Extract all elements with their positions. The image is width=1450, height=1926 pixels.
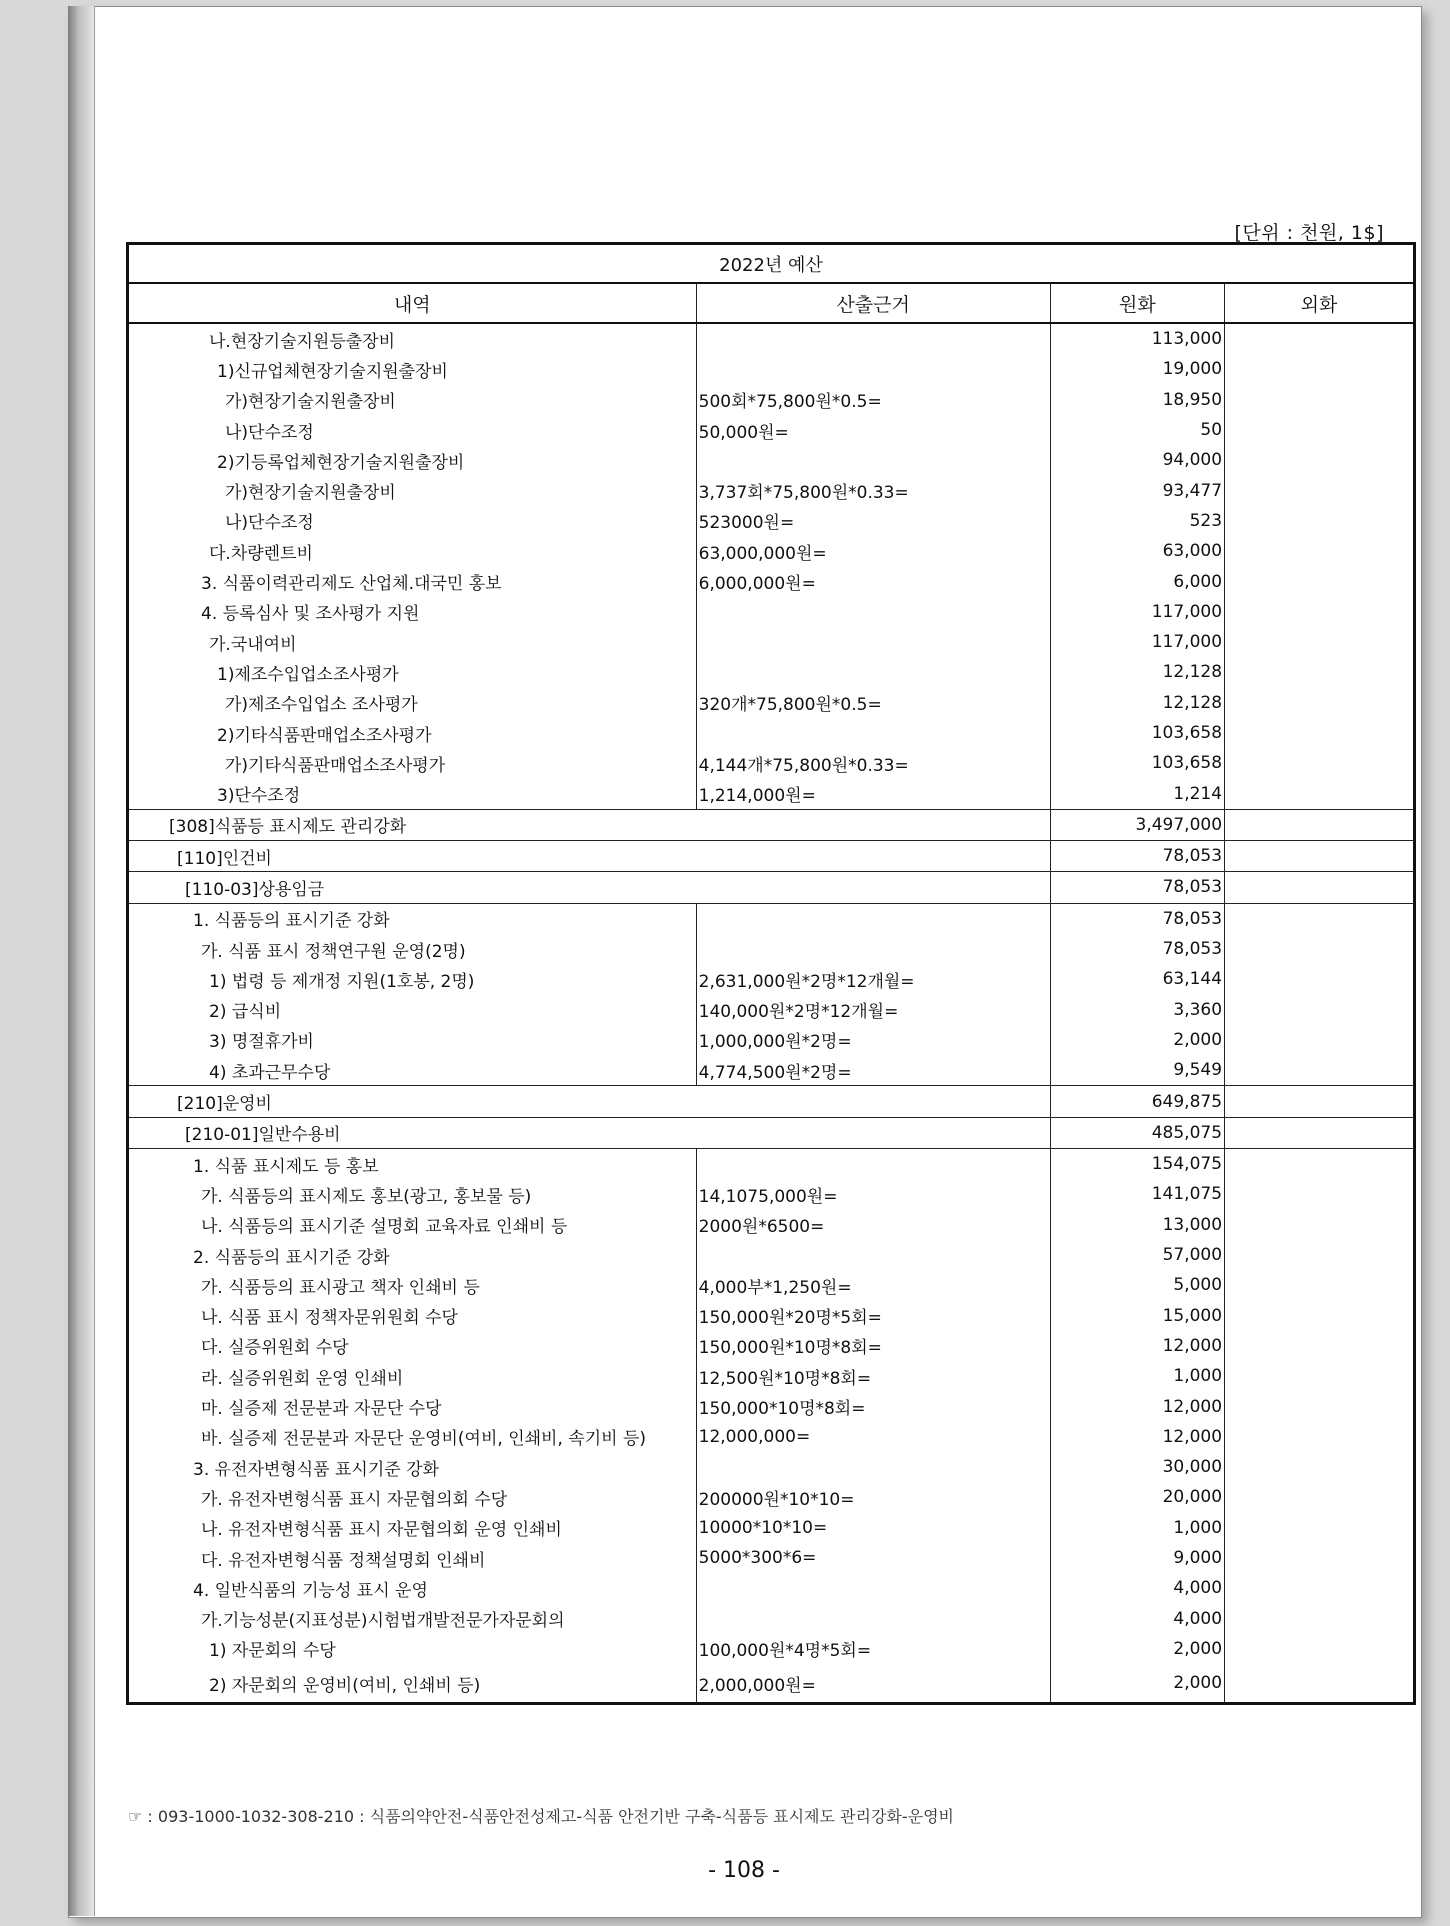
row-foreign-amount <box>1225 1179 1415 1209</box>
row-basis <box>696 354 1050 384</box>
row-krw-amount: 63,144 <box>1050 964 1224 994</box>
row-krw-amount: 117,000 <box>1050 597 1224 627</box>
row-foreign-amount <box>1225 718 1415 748</box>
row-basis: 3,737회*75,800원*0.33= <box>696 475 1050 505</box>
row-krw-amount: 9,549 <box>1050 1055 1224 1086</box>
row-krw-amount: 1,214 <box>1050 778 1224 809</box>
row-basis <box>696 1240 1050 1270</box>
table-row <box>128 536 1415 566</box>
row-description: 1. 식품 표시제도 등 홍보 <box>128 1149 697 1180</box>
row-krw-amount: 12,128 <box>1050 688 1224 718</box>
table-row <box>128 1210 1415 1240</box>
table-row <box>128 1482 1415 1512</box>
row-basis: 100,000원*4명*5회= <box>696 1634 1050 1664</box>
row-basis: 63,000,000원= <box>696 536 1050 566</box>
row-foreign-amount <box>1225 1270 1415 1300</box>
row-foreign-amount <box>1225 627 1415 657</box>
row-foreign-amount <box>1225 778 1415 809</box>
row-description: 가)현장기술지원출장비 <box>128 475 697 505</box>
row-basis: 140,000원*2명*12개월= <box>696 995 1050 1025</box>
row-foreign-amount <box>1225 1573 1415 1603</box>
row-foreign-amount <box>1225 597 1415 627</box>
row-description: 라. 실증위원회 운영 인쇄비 <box>128 1361 697 1391</box>
table-row <box>128 627 1415 657</box>
row-foreign-amount <box>1225 1513 1415 1543</box>
row-foreign-amount <box>1225 1664 1415 1704</box>
row-krw-amount: 12,000 <box>1050 1391 1224 1421</box>
row-krw-amount: 13,000 <box>1050 1210 1224 1240</box>
table-row <box>128 597 1415 627</box>
row-krw-amount: 4,000 <box>1050 1603 1224 1633</box>
row-krw-amount: 649,875 <box>1050 1086 1224 1117</box>
table-row <box>128 995 1415 1025</box>
table-row <box>128 415 1415 445</box>
row-basis <box>696 1149 1050 1180</box>
table-row <box>128 323 1415 354</box>
row-krw-amount: 5,000 <box>1050 1270 1224 1300</box>
row-description: 1)신규업체현장기술지원출장비 <box>128 354 697 384</box>
row-basis: 4,144개*75,800원*0.33= <box>696 748 1050 778</box>
row-basis: 6,000,000원= <box>696 566 1050 596</box>
row-basis: 2000원*6500= <box>696 1210 1050 1240</box>
row-foreign-amount <box>1225 688 1415 718</box>
row-description: 다. 유전자변형식품 정책설명회 인쇄비 <box>128 1543 697 1573</box>
row-basis: 10000*10*10= <box>696 1513 1050 1543</box>
row-foreign-amount <box>1225 506 1415 536</box>
row-description: 가. 식품 표시 정책연구원 운영(2명) <box>128 934 697 964</box>
row-description: [308]식품등 표시제도 관리강화 <box>128 809 1051 840</box>
row-basis <box>696 934 1050 964</box>
row-foreign-amount <box>1225 872 1415 903</box>
table-row <box>128 657 1415 687</box>
row-description: 1) 자문회의 수당 <box>128 1634 697 1664</box>
row-foreign-amount <box>1225 809 1415 840</box>
row-description: 1)제조수입업소조사평가 <box>128 657 697 687</box>
header-krw: 원화 <box>1050 283 1224 323</box>
table-row <box>128 872 1415 903</box>
unit-label: [단위 : 천원, 1$] <box>1234 222 1384 244</box>
row-basis: 14,1075,000원= <box>696 1179 1050 1209</box>
row-foreign-amount <box>1225 841 1415 872</box>
row-description: 가. 유전자변형식품 표시 자문협의회 수당 <box>128 1482 697 1512</box>
row-foreign-amount <box>1225 748 1415 778</box>
table-row <box>128 1331 1415 1361</box>
row-krw-amount: 12,000 <box>1050 1422 1224 1452</box>
row-basis: 523000원= <box>696 506 1050 536</box>
row-foreign-amount <box>1225 1361 1415 1391</box>
row-foreign-amount <box>1225 1025 1415 1055</box>
table-row <box>128 1573 1415 1603</box>
row-foreign-amount <box>1225 1634 1415 1664</box>
row-krw-amount: 2,000 <box>1050 1634 1224 1664</box>
budget-table <box>126 242 1416 1705</box>
row-foreign-amount <box>1225 1391 1415 1421</box>
row-basis: 150,000원*20명*5회= <box>696 1301 1050 1331</box>
row-basis: 4,774,500원*2명= <box>696 1055 1050 1086</box>
row-description: 다.차량렌트비 <box>128 536 697 566</box>
row-foreign-amount <box>1225 1482 1415 1512</box>
row-krw-amount: 154,075 <box>1050 1149 1224 1180</box>
table-row <box>128 1513 1415 1543</box>
row-foreign-amount <box>1225 1210 1415 1240</box>
row-description: 가)제조수입업소 조사평가 <box>128 688 697 718</box>
row-basis: 1,000,000원*2명= <box>696 1025 1050 1055</box>
row-krw-amount: 12,128 <box>1050 657 1224 687</box>
row-krw-amount: 50 <box>1050 415 1224 445</box>
row-foreign-amount <box>1225 1422 1415 1452</box>
row-foreign-amount <box>1225 964 1415 994</box>
row-description: 1. 식품등의 표시기준 강화 <box>128 903 697 934</box>
row-description: 2) 급식비 <box>128 995 697 1025</box>
row-krw-amount: 94,000 <box>1050 445 1224 475</box>
row-foreign-amount <box>1225 1240 1415 1270</box>
row-krw-amount: 2,000 <box>1050 1664 1224 1704</box>
row-description: 가.기능성분(지표성분)시험법개발전문가자문회의 <box>128 1603 697 1633</box>
table-row <box>128 964 1415 994</box>
table-row <box>128 778 1415 809</box>
row-description: 바. 실증제 전문분과 자문단 운영비(여비, 인쇄비, 속기비 등) <box>128 1422 697 1452</box>
row-description: 나. 식품 표시 정책자문위원회 수당 <box>128 1301 697 1331</box>
table-row <box>128 934 1415 964</box>
table-title: 2022년 예산 <box>128 244 1415 284</box>
row-description: 나. 유전자변형식품 표시 자문협의회 운영 인쇄비 <box>128 1513 697 1543</box>
row-description: 가. 식품등의 표시제도 홍보(광고, 홍보물 등) <box>128 1179 697 1209</box>
row-krw-amount: 141,075 <box>1050 1179 1224 1209</box>
row-description: 나)단수조정 <box>128 415 697 445</box>
row-foreign-amount <box>1225 1301 1415 1331</box>
header-basis: 산출근거 <box>696 283 1050 323</box>
row-description: [110-03]상용임금 <box>128 872 1051 903</box>
row-foreign-amount <box>1225 354 1415 384</box>
row-foreign-amount <box>1225 1055 1415 1086</box>
table-row <box>128 903 1415 934</box>
row-basis <box>696 1452 1050 1482</box>
row-krw-amount: 103,658 <box>1050 748 1224 778</box>
row-basis: 50,000원= <box>696 415 1050 445</box>
table-row <box>128 1361 1415 1391</box>
row-krw-amount: 78,053 <box>1050 872 1224 903</box>
page-number: - 108 - <box>708 1858 780 1883</box>
row-description: 나. 식품등의 표시기준 설명회 교육자료 인쇄비 등 <box>128 1210 697 1240</box>
row-foreign-amount <box>1225 1086 1415 1117</box>
row-description: 마. 실증제 전문분과 자문단 수당 <box>128 1391 697 1421</box>
row-krw-amount: 78,053 <box>1050 841 1224 872</box>
table-row <box>128 1270 1415 1300</box>
row-foreign-amount <box>1225 566 1415 596</box>
row-basis: 12,000,000= <box>696 1422 1050 1452</box>
row-basis: 1,214,000원= <box>696 778 1050 809</box>
row-krw-amount: 1,000 <box>1050 1361 1224 1391</box>
row-description: 2)기등록업체현장기술지원출장비 <box>128 445 697 475</box>
table-row <box>128 748 1415 778</box>
row-basis <box>696 1603 1050 1633</box>
table-row <box>128 445 1415 475</box>
row-krw-amount: 19,000 <box>1050 354 1224 384</box>
row-krw-amount: 63,000 <box>1050 536 1224 566</box>
row-foreign-amount <box>1225 1149 1415 1180</box>
row-basis: 12,500원*10명*8회= <box>696 1361 1050 1391</box>
row-basis: 200000원*10*10= <box>696 1482 1050 1512</box>
row-basis: 150,000원*10명*8회= <box>696 1331 1050 1361</box>
row-basis <box>696 1573 1050 1603</box>
table-row <box>128 475 1415 505</box>
row-krw-amount: 3,360 <box>1050 995 1224 1025</box>
row-description: 가. 식품등의 표시광고 책자 인쇄비 등 <box>128 1270 697 1300</box>
row-krw-amount: 12,000 <box>1050 1331 1224 1361</box>
row-foreign-amount <box>1225 536 1415 566</box>
table-row <box>128 1391 1415 1421</box>
row-description: 4. 등록심사 및 조사평가 지원 <box>128 597 697 627</box>
table-row <box>128 354 1415 384</box>
row-description: 4) 초과근무수당 <box>128 1055 697 1086</box>
footnote: ☞ : 093-1000-1032-308-210 : 식품의약안전-식품안전성제고-식품 안전기반 구축-식품등 표시제도 관리강화-운영비 <box>128 1807 955 1826</box>
row-krw-amount: 57,000 <box>1050 1240 1224 1270</box>
table-row <box>128 1301 1415 1331</box>
row-description: 가)기타식품판매업소조사평가 <box>128 748 697 778</box>
row-description: 다. 실증위원회 수당 <box>128 1331 697 1361</box>
row-foreign-amount <box>1225 995 1415 1025</box>
row-basis: 5000*300*6= <box>696 1543 1050 1573</box>
table-body <box>128 323 1415 1704</box>
row-description: 2) 자문회의 운영비(여비, 인쇄비 등) <box>128 1664 697 1704</box>
table-row <box>128 1149 1415 1180</box>
row-foreign-amount <box>1225 385 1415 415</box>
row-description: 3. 식품이력관리제도 산업체.대국민 홍보 <box>128 566 697 596</box>
table-row <box>128 566 1415 596</box>
table-row <box>128 688 1415 718</box>
row-basis: 4,000부*1,250원= <box>696 1270 1050 1300</box>
row-basis <box>696 445 1050 475</box>
table-row <box>128 1422 1415 1452</box>
row-krw-amount: 6,000 <box>1050 566 1224 596</box>
table-row <box>128 506 1415 536</box>
row-krw-amount: 485,075 <box>1050 1117 1224 1148</box>
row-basis <box>696 657 1050 687</box>
row-basis <box>696 323 1050 354</box>
row-krw-amount: 1,000 <box>1050 1513 1224 1543</box>
row-krw-amount: 523 <box>1050 506 1224 536</box>
table-row <box>128 1452 1415 1482</box>
row-krw-amount: 78,053 <box>1050 934 1224 964</box>
row-foreign-amount <box>1225 934 1415 964</box>
row-basis: 2,631,000원*2명*12개월= <box>696 964 1050 994</box>
row-krw-amount: 15,000 <box>1050 1301 1224 1331</box>
row-description: [210]운영비 <box>128 1086 1051 1117</box>
row-description: 3)단수조정 <box>128 778 697 809</box>
row-krw-amount: 93,477 <box>1050 475 1224 505</box>
row-foreign-amount <box>1225 1331 1415 1361</box>
table-row <box>128 1240 1415 1270</box>
row-description: 2)기타식품판매업소조사평가 <box>128 718 697 748</box>
row-krw-amount: 20,000 <box>1050 1482 1224 1512</box>
table-row <box>128 1179 1415 1209</box>
page-content <box>68 6 1420 1916</box>
table-row <box>128 809 1415 840</box>
row-foreign-amount <box>1225 445 1415 475</box>
header-foreign: 외화 <box>1225 283 1415 323</box>
row-basis: 2,000,000원= <box>696 1664 1050 1704</box>
row-basis <box>696 627 1050 657</box>
row-foreign-amount <box>1225 475 1415 505</box>
row-description: 2. 식품등의 표시기준 강화 <box>128 1240 697 1270</box>
row-krw-amount: 113,000 <box>1050 323 1224 354</box>
row-foreign-amount <box>1225 1117 1415 1148</box>
row-krw-amount: 9,000 <box>1050 1543 1224 1573</box>
row-description: [110]인건비 <box>128 841 1051 872</box>
row-description: 1) 법령 등 제개정 지원(1호봉, 2명) <box>128 964 697 994</box>
table-row <box>128 1603 1415 1633</box>
row-foreign-amount <box>1225 903 1415 934</box>
row-description: 3. 유전자변형식품 표시기준 강화 <box>128 1452 697 1482</box>
row-basis: 320개*75,800원*0.5= <box>696 688 1050 718</box>
table-row <box>128 1025 1415 1055</box>
row-krw-amount: 78,053 <box>1050 903 1224 934</box>
table-row <box>128 1543 1415 1573</box>
row-description: [210-01]일반수용비 <box>128 1117 1051 1148</box>
row-description: 가.국내여비 <box>128 627 697 657</box>
row-foreign-amount <box>1225 1452 1415 1482</box>
row-basis: 500회*75,800원*0.5= <box>696 385 1050 415</box>
table-row <box>128 385 1415 415</box>
row-krw-amount: 2,000 <box>1050 1025 1224 1055</box>
row-krw-amount: 3,497,000 <box>1050 809 1224 840</box>
row-description: 나.현장기술지원등출장비 <box>128 323 697 354</box>
row-description: 3) 명절휴가비 <box>128 1025 697 1055</box>
row-krw-amount: 30,000 <box>1050 1452 1224 1482</box>
row-foreign-amount <box>1225 657 1415 687</box>
table-row <box>128 1117 1415 1148</box>
row-foreign-amount <box>1225 1603 1415 1633</box>
table-row <box>128 1086 1415 1117</box>
table-row <box>128 718 1415 748</box>
table-row <box>128 1634 1415 1664</box>
row-description: 나)단수조정 <box>128 506 697 536</box>
row-krw-amount: 18,950 <box>1050 385 1224 415</box>
row-description: 가)현장기술지원출장비 <box>128 385 697 415</box>
row-basis <box>696 718 1050 748</box>
row-foreign-amount <box>1225 323 1415 354</box>
row-basis <box>696 903 1050 934</box>
row-basis <box>696 597 1050 627</box>
row-foreign-amount <box>1225 1543 1415 1573</box>
row-foreign-amount <box>1225 415 1415 445</box>
row-krw-amount: 103,658 <box>1050 718 1224 748</box>
row-krw-amount: 4,000 <box>1050 1573 1224 1603</box>
row-krw-amount: 117,000 <box>1050 627 1224 657</box>
table-row <box>128 1664 1415 1704</box>
row-description: 4. 일반식품의 기능성 표시 운영 <box>128 1573 697 1603</box>
header-description: 내역 <box>128 283 697 323</box>
table-row <box>128 841 1415 872</box>
table-row <box>128 1055 1415 1086</box>
row-basis: 150,000*10명*8회= <box>696 1391 1050 1421</box>
